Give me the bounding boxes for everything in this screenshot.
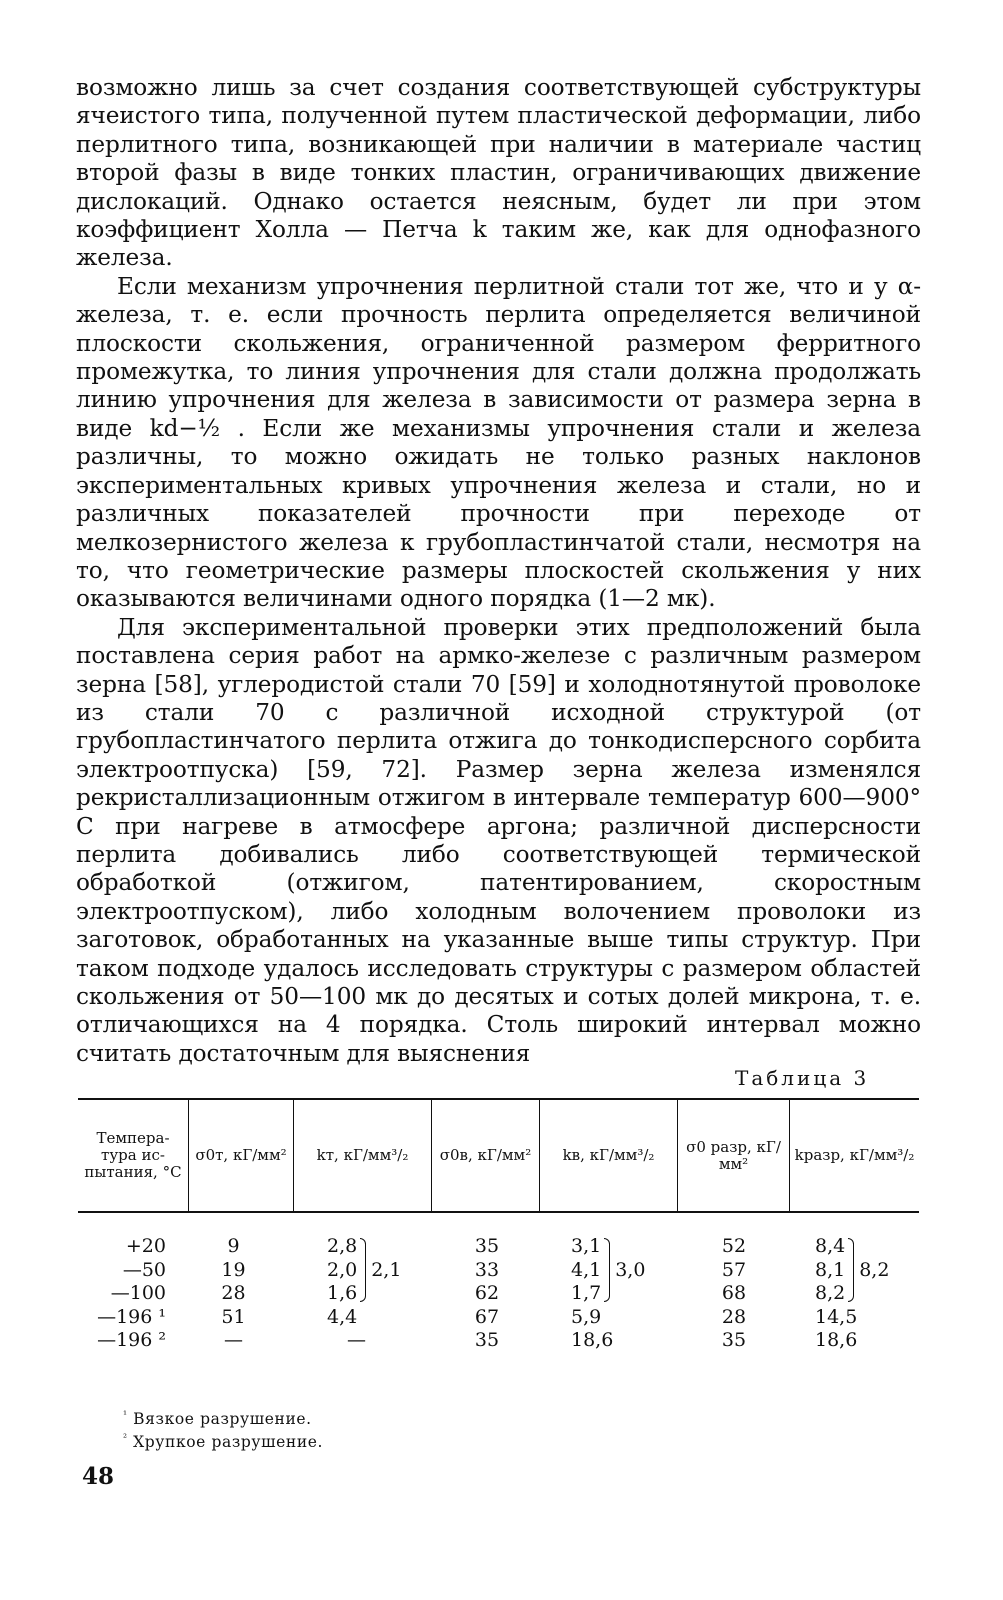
footnote-text: Вязкое разрушение. xyxy=(133,1410,312,1429)
right-brace-icon xyxy=(360,1238,366,1302)
table-cell: — xyxy=(347,1329,366,1351)
table-cell: 18,6 xyxy=(571,1329,614,1351)
table-caption: Таблица 3 xyxy=(735,1066,870,1090)
column-k-t xyxy=(293,1235,431,1353)
header-temperature: Темпера-тура ис-пытания, °C xyxy=(84,1129,182,1181)
table-cell: —196 ² xyxy=(97,1329,166,1351)
column-k-razr xyxy=(789,1235,919,1353)
table-cell: 67 xyxy=(474,1305,500,1328)
column-k-v xyxy=(539,1235,677,1353)
column-temperature xyxy=(78,1235,188,1353)
footnote-mark: ¹ xyxy=(123,1410,128,1421)
table-cell: 35 xyxy=(474,1235,500,1257)
table-cell: 68 xyxy=(721,1282,747,1304)
group-average: 3,0 xyxy=(615,1258,646,1281)
footnote-1 xyxy=(123,1406,323,1429)
table-cell: +20 xyxy=(125,1235,166,1257)
footnote-mark: ² xyxy=(123,1433,128,1445)
table-cell: 28 xyxy=(721,1305,747,1328)
header-k-t: kт, кГ/мм³/₂ xyxy=(293,1100,431,1211)
paragraph-2: Если механизм упрочнения перлитной стали тот же, что и у α-железа, т. е. если прочность перлита определяется величиной плоскости скольжения, ограниченной размером ферритного промежутка, то линия упрочнения для стали должна продолжать линию упрочнения для железа в зависимости от размера зерна в виде kd−½ . Если же механизмы упрочнения стали и железа различны, то можно ожидать не только разных наклонов экспериментальных кривых упрочнения железа и стали, но и различных показателей прочности при переходе от мелкозернистого железа к грубопластинчатой стали, несмотря на то, что геометрические размеры плоскостей скольжения у них оказываются величинами одного порядка (1—2 мк). xyxy=(76,272,921,613)
table-cell: 57 xyxy=(721,1258,747,1281)
right-brace-icon xyxy=(604,1238,610,1302)
column-sigma-t xyxy=(188,1235,293,1353)
table-cell: 35 xyxy=(721,1329,747,1351)
page-number: 48 xyxy=(82,1463,115,1490)
header-k-v: kв, кГ/мм³/₂ xyxy=(539,1100,677,1211)
table-cell: 51 xyxy=(221,1305,246,1328)
table-cell: 2,0 xyxy=(327,1258,358,1281)
table-cell: —100 xyxy=(110,1282,166,1304)
right-brace-icon xyxy=(848,1238,854,1302)
table-header xyxy=(78,1100,919,1213)
table-cell: 62 xyxy=(474,1282,500,1304)
table-cell: 8,1 xyxy=(815,1258,846,1281)
table-cell: —50 xyxy=(122,1258,166,1281)
table-cell: 9 xyxy=(227,1235,240,1257)
table-cell: — xyxy=(224,1329,243,1351)
table-cell: 5,9 xyxy=(571,1305,602,1328)
footnotes xyxy=(123,1406,323,1452)
table-cell: 2,8 xyxy=(327,1235,358,1257)
group-average: 8,2 xyxy=(859,1258,890,1281)
table-cell: 4,1 xyxy=(571,1258,602,1281)
grouped-values xyxy=(815,1235,919,1306)
table-cell: 19 xyxy=(221,1258,246,1281)
table-cell: 14,5 xyxy=(815,1305,858,1328)
table-cell: 33 xyxy=(474,1258,500,1281)
column-sigma-v xyxy=(431,1235,539,1353)
paragraph-3: Для экспериментальной проверки этих предположений была поставлена серия работ на армко-железе с различным размером зерна [58], углеродистой стали 70 [59] и холоднотянутой проволоке из стали 70 с различной исходной структурой (от грубопластинчатого перлита отжига до тонкодисперсного сорбита электроотпуска) [59, 72]. Размер зерна железа изменялся рекристаллизационным отжигом в интервале температур 600—900° C при нагреве в атмосфере аргона; различной дисперсности перлита добивались либо соответствующей термической обработкой (отжигом, патентированием, скоростным электроотпуском), либо холодным волочением проволоки из заготовок, обработанных на указанные выше типы структур. При таком подходе удалось исследовать структуры с размером областей скольжения от 50—100 мк до десятых и сотых долей микрона, т. е. отличающихся на 4 порядка. Столь широкий интервал можно считать достаточным для выяснения xyxy=(76,613,921,1067)
table-cell: 3,1 xyxy=(571,1235,602,1257)
data-table xyxy=(78,1098,919,1353)
table-cell: 35 xyxy=(474,1329,500,1351)
grouped-values xyxy=(571,1235,677,1306)
table-cell: 28 xyxy=(221,1282,246,1304)
table-cell: —196 ¹ xyxy=(97,1305,166,1328)
table-cell: 8,2 xyxy=(815,1282,846,1304)
footnote-text: Хрупкое разрушение. xyxy=(133,1433,324,1452)
table-cell: 52 xyxy=(721,1235,747,1257)
paragraph-1: возможно лишь за счет создания соответствующей субструктуры ячеистого типа, полученной путем пластической деформации, либо перлитного типа, возникающей при наличии в материале частиц второй фазы в виде тонких пластин, ограничивающих движение дислокаций. Однако остается неясным, будет ли при этом коэффициент Холла — Петча k таким же, как для однофазного железа. xyxy=(76,74,921,272)
group-average: 2,1 xyxy=(371,1258,402,1281)
table-body xyxy=(78,1213,919,1353)
column-sigma-razr xyxy=(677,1235,789,1353)
header-sigma-razr: σ0 разр, кГ/мм² xyxy=(677,1100,789,1211)
header-sigma-v: σ0в, кГ/мм² xyxy=(431,1100,539,1211)
table-cell: 1,6 xyxy=(327,1282,358,1304)
table-cell: 4,4 xyxy=(327,1305,358,1328)
header-sigma-t: σ0т, кГ/мм² xyxy=(188,1100,293,1211)
table-cell: 1,7 xyxy=(571,1282,602,1304)
table-cell: 18,6 xyxy=(815,1329,858,1351)
body-text xyxy=(76,74,921,1068)
header-k-razr: kразр, кГ/мм³/₂ xyxy=(789,1100,919,1211)
grouped-values xyxy=(327,1235,431,1306)
footnote-2 xyxy=(123,1429,323,1452)
table-cell: 8,4 xyxy=(815,1235,846,1257)
